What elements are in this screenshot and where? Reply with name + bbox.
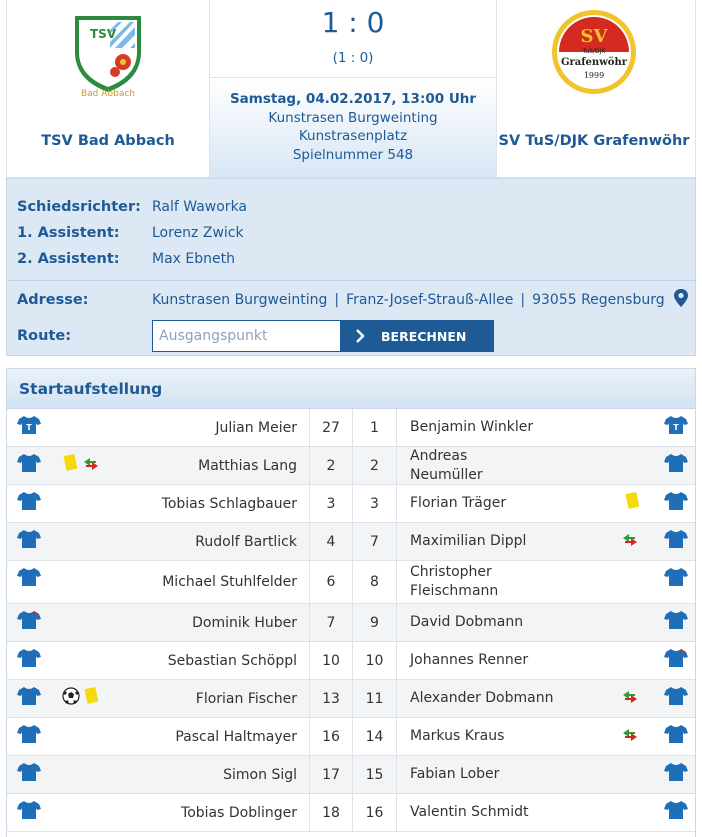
- yellow-card-icon: [83, 687, 99, 705]
- away-events: [624, 492, 640, 510]
- home-team-logo: [63, 8, 153, 98]
- shirt-icon: [664, 453, 688, 473]
- halftime-score: (1 : 0): [332, 50, 374, 66]
- away-player-name[interactable]: Markus Kraus: [410, 728, 505, 744]
- assistant2-label: 2. Assistent:: [17, 251, 120, 267]
- away-player-name[interactable]: David Dobmann: [410, 614, 524, 630]
- lineup-title: Startaufstellung: [7, 369, 695, 409]
- address-separator: |: [334, 292, 340, 308]
- away-player-number: 7: [353, 523, 397, 560]
- away-events: [620, 530, 640, 548]
- substitution-icon: [81, 456, 101, 472]
- home-events: [62, 687, 99, 705]
- lineup-row: [7, 604, 695, 642]
- away-player-name[interactable]: Alexander Dobmann: [410, 690, 554, 706]
- home-player-number: 27: [309, 409, 353, 446]
- shirt-icon: [664, 567, 688, 587]
- home-player-name[interactable]: Michael Stuhlfelder: [162, 574, 297, 590]
- map-pin-icon[interactable]: [673, 289, 689, 307]
- shirt-icon: [664, 800, 688, 820]
- lineup-row: [7, 642, 695, 680]
- home-events: [62, 454, 101, 472]
- home-player-name[interactable]: Pascal Haltmayer: [175, 728, 297, 745]
- away-player-number: 1: [353, 409, 397, 446]
- calculate-route-button[interactable]: [341, 320, 494, 352]
- lineup-row: [7, 680, 695, 718]
- keeper-shirt-icon: [664, 415, 688, 435]
- lineup-row: [7, 523, 695, 561]
- away-player-number: 14: [353, 718, 397, 755]
- shirt-icon: [17, 648, 41, 668]
- lineup-row: [7, 756, 695, 794]
- keeper-shirt-icon: [17, 415, 41, 435]
- shirt-icon: [664, 610, 688, 630]
- address-venue[interactable]: Kunstrasen Burgweinting: [152, 292, 328, 308]
- lineup-row: [7, 447, 695, 485]
- away-player-name[interactable]: Benjamin Winkler: [410, 419, 534, 435]
- starting-lineup: [6, 368, 696, 837]
- lineup-row: [7, 718, 695, 756]
- away-logo-subtext: TuS/DJK: [582, 48, 606, 55]
- home-player-name[interactable]: Florian Fischer: [195, 690, 297, 707]
- lineup-row: [7, 794, 695, 832]
- shirt-icon: [17, 610, 41, 630]
- shirt-icon: [664, 529, 688, 549]
- substitution-icon: [620, 727, 640, 743]
- away-logo-year: 1999: [583, 71, 605, 80]
- home-player-number: 17: [309, 756, 353, 793]
- route-label: Route:: [17, 328, 72, 344]
- shirt-icon: [664, 491, 688, 511]
- lineup-row: [7, 485, 695, 523]
- home-player-name[interactable]: Dominik Huber: [192, 614, 297, 631]
- away-team-logo: [549, 8, 639, 98]
- substitution-icon: [620, 532, 640, 548]
- shirt-icon: [17, 800, 41, 820]
- away-player-number: 11: [353, 680, 397, 717]
- home-player-number: 6: [309, 561, 353, 603]
- shirt-icon: [17, 529, 41, 549]
- home-logo-subtext: Bad Abbach: [80, 89, 136, 98]
- home-player-name[interactable]: Sebastian Schöppl: [167, 652, 297, 669]
- panel-divider: [7, 280, 695, 281]
- home-player-number: 4: [309, 523, 353, 560]
- away-player-number: 16: [353, 794, 397, 831]
- goal-ball-icon: [62, 687, 80, 705]
- home-player-number: 2: [309, 447, 353, 484]
- match-info: [210, 78, 496, 177]
- home-player-number: 16: [309, 718, 353, 755]
- lineup-row: [7, 409, 695, 447]
- away-player-name[interactable]: Maximilian Dippl: [410, 533, 527, 549]
- home-player-number: 18: [309, 794, 353, 831]
- away-player-number: 8: [353, 561, 397, 603]
- shirt-icon: [664, 648, 688, 668]
- officials-panel: [6, 178, 696, 356]
- home-player-name[interactable]: Matthias Lang: [198, 457, 297, 474]
- away-player-name[interactable]: Valentin Schmidt: [410, 804, 529, 820]
- calculate-route-label: BERECHNEN: [381, 328, 467, 344]
- referee-label: Schiedsrichter:: [17, 199, 141, 215]
- address-value: [152, 292, 665, 308]
- assistant1-name: Lorenz Zwick: [152, 225, 244, 241]
- shirt-icon: [17, 491, 41, 511]
- yellow-card-icon: [624, 492, 640, 510]
- home-logo-text: TSV: [90, 27, 117, 41]
- chevron-right-icon: [353, 329, 367, 343]
- home-team[interactable]: [7, 0, 209, 177]
- shirt-icon: [17, 567, 41, 587]
- shirt-icon: [664, 724, 688, 744]
- shirt-icon: [17, 724, 41, 744]
- away-events: [620, 725, 640, 743]
- away-player-number: 10: [353, 642, 397, 679]
- home-player-name[interactable]: Simon Sigl: [223, 766, 297, 783]
- shirt-icon: [17, 453, 41, 473]
- away-logo-text: SV: [580, 26, 608, 47]
- away-logo-city: Grafenwöhr: [560, 57, 628, 68]
- yellow-card-icon: [62, 454, 78, 472]
- shirt-icon: [17, 686, 41, 706]
- match-venue: Kunstrasen Burgweinting: [268, 109, 438, 126]
- shirt-icon: [17, 762, 41, 782]
- match-center: [209, 0, 497, 177]
- away-player-name[interactable]: Christopher Fleischmann: [410, 564, 499, 599]
- home-player-number: 10: [309, 642, 353, 679]
- score-box: [210, 0, 496, 78]
- assistant1-label: 1. Assistent:: [17, 225, 120, 241]
- home-player-name[interactable]: Julian Meier: [215, 419, 297, 436]
- away-player-number: 3: [353, 485, 397, 522]
- home-player-name[interactable]: Tobias Doblinger: [181, 804, 297, 821]
- route-start-input[interactable]: [152, 320, 341, 352]
- home-player-name[interactable]: Rudolf Bartlick: [195, 533, 297, 550]
- substitution-icon: [620, 689, 640, 705]
- away-player-number: 9: [353, 604, 397, 641]
- home-player-number: 7: [309, 604, 353, 641]
- match-date: Samstag, 04.02.2017, 13:00 Uhr: [229, 91, 477, 107]
- referee-name: Ralf Waworka: [152, 199, 248, 215]
- away-team[interactable]: [493, 0, 695, 177]
- address-street[interactable]: Franz-Josef-Strauß-Allee: [346, 292, 514, 308]
- away-player-number: 2: [353, 447, 397, 484]
- match-header: [6, 0, 696, 178]
- home-team-name[interactable]: TSV Bad Abbach: [41, 133, 175, 149]
- away-player-number: 15: [353, 756, 397, 793]
- match-number: Spielnummer 548: [292, 146, 414, 163]
- away-player-name[interactable]: Johannes Renner: [410, 652, 529, 668]
- lineup-row: [7, 561, 695, 604]
- home-player-number: 3: [309, 485, 353, 522]
- match-surface: Kunstrasenplatz: [298, 128, 408, 144]
- address-separator: |: [520, 292, 526, 308]
- shirt-icon: [664, 762, 688, 782]
- away-events: [620, 687, 640, 705]
- assistant2-name: Max Ebneth: [152, 251, 235, 267]
- final-score: 1 : 0: [321, 6, 385, 39]
- away-player-name[interactable]: Florian Träger: [410, 495, 507, 511]
- shirt-icon: [664, 686, 688, 706]
- address-city[interactable]: 93055 Regensburg: [532, 292, 665, 308]
- address-label: Adresse:: [17, 292, 89, 308]
- away-team-name[interactable]: SV TuS/DJK Grafenwöhr: [498, 133, 690, 149]
- home-player-number: 13: [309, 680, 353, 717]
- away-player-name[interactable]: Andreas Neumüller: [410, 447, 483, 483]
- home-player-name[interactable]: Tobias Schlagbauer: [161, 495, 297, 512]
- away-player-name[interactable]: Fabian Lober: [410, 766, 500, 782]
